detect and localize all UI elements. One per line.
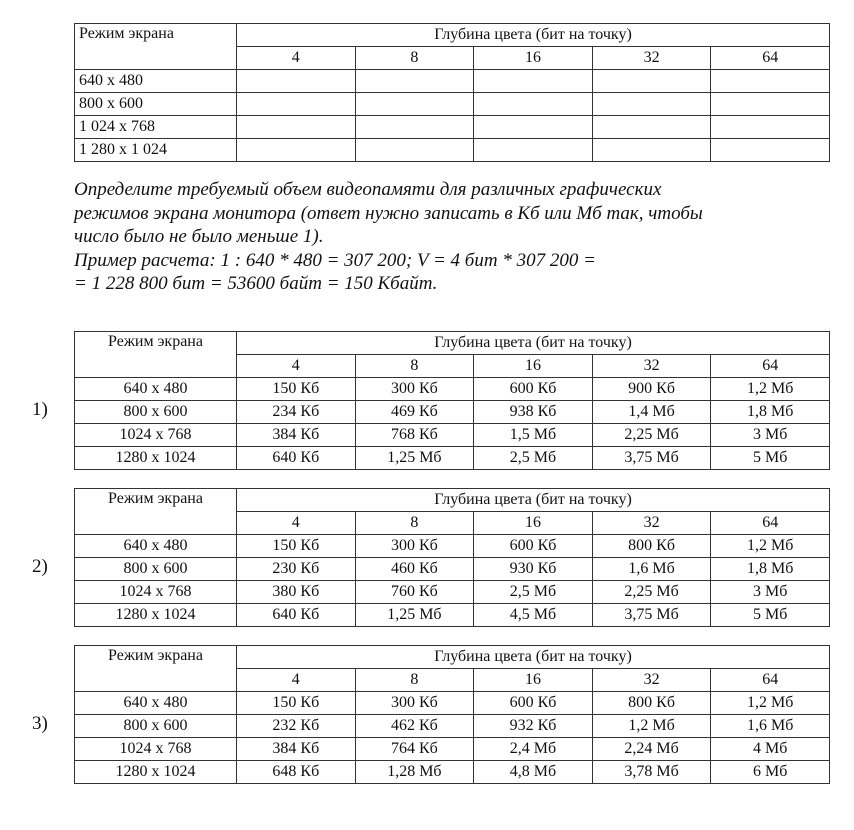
value-cell: 1,2 Мб xyxy=(592,715,711,738)
mode-cell: 1 024 x 768 xyxy=(75,116,237,139)
mode-cell: 640 x 480 xyxy=(75,70,237,93)
value-cell: 764 Кб xyxy=(355,738,474,761)
table-row xyxy=(75,738,830,761)
header-row xyxy=(75,489,830,512)
value-cell: 3,75 Мб xyxy=(592,604,711,627)
mode-cell: 640 x 480 xyxy=(75,378,237,401)
answer-table-3 xyxy=(74,645,830,784)
value-cell: 384 Кб xyxy=(237,738,356,761)
option-label: 1) xyxy=(32,399,48,420)
empty-cell xyxy=(592,116,711,139)
task-line: = 1 228 800 бит = 53600 байт = 150 Кбайт. xyxy=(74,273,438,294)
value-cell: 2,24 Мб xyxy=(592,738,711,761)
task-line: Пример расчета: 1 : 640 * 480 = 307 200; V = 4 бит * 307 200 = xyxy=(74,249,596,271)
task-line: Определите требуемый объем видеопамяти для различных графических xyxy=(74,179,662,200)
value-cell: 300 Кб xyxy=(355,535,474,558)
value-cell: 1,8 Мб xyxy=(711,401,830,424)
mode-cell: 640 x 480 xyxy=(75,535,237,558)
option-label: 3) xyxy=(32,713,48,734)
depth-header: Глубина цвета (бит на точку) xyxy=(237,24,830,47)
answer-table-1 xyxy=(74,331,830,470)
value-cell: 4,8 Мб xyxy=(474,761,593,784)
value-cell: 600 Кб xyxy=(474,535,593,558)
value-cell: 3 Мб xyxy=(711,424,830,447)
value-cell: 760 Кб xyxy=(355,581,474,604)
empty-cell xyxy=(592,93,711,116)
depth-cell: 64 xyxy=(711,47,830,70)
value-cell: 380 Кб xyxy=(237,581,356,604)
value-cell: 3,75 Мб xyxy=(592,447,711,470)
table-row xyxy=(75,116,830,139)
depth-cell: 32 xyxy=(592,669,711,692)
value-cell: 3,78 Мб xyxy=(592,761,711,784)
value-cell: 1,6 Мб xyxy=(592,558,711,581)
empty-cell xyxy=(237,70,356,93)
empty-cell xyxy=(711,139,830,162)
empty-cell xyxy=(355,70,474,93)
blank-table xyxy=(74,23,830,162)
depth-cell: 4 xyxy=(237,669,356,692)
value-cell: 1,2 Мб xyxy=(711,535,830,558)
depth-cell: 32 xyxy=(592,47,711,70)
value-cell: 1,8 Мб xyxy=(711,558,830,581)
value-cell: 1,4 Мб xyxy=(592,401,711,424)
mode-cell: 1280 x 1024 xyxy=(75,761,237,784)
empty-cell xyxy=(474,93,593,116)
value-cell: 2,4 Мб xyxy=(474,738,593,761)
empty-cell xyxy=(474,116,593,139)
mode-cell: 640 x 480 xyxy=(75,692,237,715)
depth-cell: 64 xyxy=(711,355,830,378)
depth-cell: 4 xyxy=(237,355,356,378)
mode-cell: 1280 x 1024 xyxy=(75,604,237,627)
mode-header: Режим экрана xyxy=(75,646,237,692)
table-row xyxy=(75,535,830,558)
value-cell: 600 Кб xyxy=(474,378,593,401)
mode-cell: 1024 x 768 xyxy=(75,738,237,761)
value-cell: 930 Кб xyxy=(474,558,593,581)
mode-cell: 800 x 600 xyxy=(75,401,237,424)
option-label: 2) xyxy=(32,556,48,577)
mode-header: Режим экрана xyxy=(75,332,237,378)
value-cell: 600 Кб xyxy=(474,692,593,715)
value-cell: 900 Кб xyxy=(592,378,711,401)
table-row xyxy=(75,604,830,627)
value-cell: 1,25 Мб xyxy=(355,447,474,470)
task-text xyxy=(74,178,844,296)
depth-cell: 4 xyxy=(237,47,356,70)
value-cell: 469 Кб xyxy=(355,401,474,424)
table-row xyxy=(75,715,830,738)
value-cell: 648 Кб xyxy=(237,761,356,784)
table-row xyxy=(75,139,830,162)
value-cell: 4,5 Мб xyxy=(474,604,593,627)
value-cell: 5 Мб xyxy=(711,447,830,470)
value-cell: 3 Мб xyxy=(711,581,830,604)
empty-cell xyxy=(592,139,711,162)
value-cell: 800 Кб xyxy=(592,535,711,558)
value-cell: 1,2 Мб xyxy=(711,692,830,715)
value-cell: 800 Кб xyxy=(592,692,711,715)
mode-header: Режим экрана xyxy=(75,24,237,70)
task-line: режимов экрана монитора (ответ нужно записать в Кб или Мб так, чтобы xyxy=(74,202,703,224)
value-cell: 2,25 Мб xyxy=(592,581,711,604)
mode-cell: 1024 x 768 xyxy=(75,424,237,447)
header-row xyxy=(75,332,830,355)
value-cell: 2,5 Мб xyxy=(474,447,593,470)
mode-cell: 1280 x 1024 xyxy=(75,447,237,470)
table-row xyxy=(75,70,830,93)
empty-cell xyxy=(711,70,830,93)
value-cell: 150 Кб xyxy=(237,535,356,558)
value-cell: 2,25 Мб xyxy=(592,424,711,447)
value-cell: 768 Кб xyxy=(355,424,474,447)
table-row xyxy=(75,93,830,116)
mode-cell: 1024 x 768 xyxy=(75,581,237,604)
value-cell: 1,2 Мб xyxy=(711,378,830,401)
value-cell: 460 Кб xyxy=(355,558,474,581)
table-row xyxy=(75,558,830,581)
mode-cell: 800 x 600 xyxy=(75,93,237,116)
depth-cell: 16 xyxy=(474,355,593,378)
depth-cell: 32 xyxy=(592,355,711,378)
depth-cell: 4 xyxy=(237,512,356,535)
value-cell: 1,5 Мб xyxy=(474,424,593,447)
empty-cell xyxy=(237,116,356,139)
value-cell: 932 Кб xyxy=(474,715,593,738)
header-row xyxy=(75,646,830,669)
depth-cell: 8 xyxy=(355,512,474,535)
value-cell: 640 Кб xyxy=(237,447,356,470)
empty-cell xyxy=(237,139,356,162)
value-cell: 6 Мб xyxy=(711,761,830,784)
mode-header: Режим экрана xyxy=(75,489,237,535)
depth-header: Глубина цвета (бит на точку) xyxy=(237,646,830,669)
depth-cell: 64 xyxy=(711,512,830,535)
depth-cell: 16 xyxy=(474,512,593,535)
empty-cell xyxy=(355,93,474,116)
table-row xyxy=(75,424,830,447)
value-cell: 640 Кб xyxy=(237,604,356,627)
value-cell: 462 Кб xyxy=(355,715,474,738)
value-cell: 150 Кб xyxy=(237,692,356,715)
empty-cell xyxy=(474,139,593,162)
empty-cell xyxy=(237,93,356,116)
mode-cell: 800 x 600 xyxy=(75,558,237,581)
empty-cell xyxy=(355,139,474,162)
empty-cell xyxy=(355,116,474,139)
empty-cell xyxy=(592,70,711,93)
value-cell: 938 Кб xyxy=(474,401,593,424)
empty-cell xyxy=(711,93,830,116)
empty-cell xyxy=(711,116,830,139)
value-cell: 232 Кб xyxy=(237,715,356,738)
value-cell: 230 Кб xyxy=(237,558,356,581)
depth-cell: 32 xyxy=(592,512,711,535)
mode-cell: 800 x 600 xyxy=(75,715,237,738)
value-cell: 1,25 Мб xyxy=(355,604,474,627)
value-cell: 1,28 Мб xyxy=(355,761,474,784)
task-line: число было не было меньше 1). xyxy=(74,226,324,247)
value-cell: 150 Кб xyxy=(237,378,356,401)
value-cell: 4 Мб xyxy=(711,738,830,761)
depth-header: Глубина цвета (бит на точку) xyxy=(237,332,830,355)
value-cell: 2,5 Мб xyxy=(474,581,593,604)
empty-cell xyxy=(474,70,593,93)
answer-table-2 xyxy=(74,488,830,627)
table-row xyxy=(75,581,830,604)
depth-cell: 8 xyxy=(355,355,474,378)
depth-cell: 64 xyxy=(711,669,830,692)
depth-cell: 8 xyxy=(355,669,474,692)
value-cell: 234 Кб xyxy=(237,401,356,424)
table-row xyxy=(75,447,830,470)
header-row xyxy=(75,24,830,47)
depth-cell: 16 xyxy=(474,47,593,70)
value-cell: 5 Мб xyxy=(711,604,830,627)
table-row xyxy=(75,761,830,784)
depth-header: Глубина цвета (бит на точку) xyxy=(237,489,830,512)
mode-cell: 1 280 x 1 024 xyxy=(75,139,237,162)
table-row xyxy=(75,401,830,424)
value-cell: 1,6 Мб xyxy=(711,715,830,738)
table-row xyxy=(75,378,830,401)
value-cell: 300 Кб xyxy=(355,378,474,401)
value-cell: 384 Кб xyxy=(237,424,356,447)
depth-cell: 16 xyxy=(474,669,593,692)
depth-cell: 8 xyxy=(355,47,474,70)
value-cell: 300 Кб xyxy=(355,692,474,715)
table-row xyxy=(75,692,830,715)
